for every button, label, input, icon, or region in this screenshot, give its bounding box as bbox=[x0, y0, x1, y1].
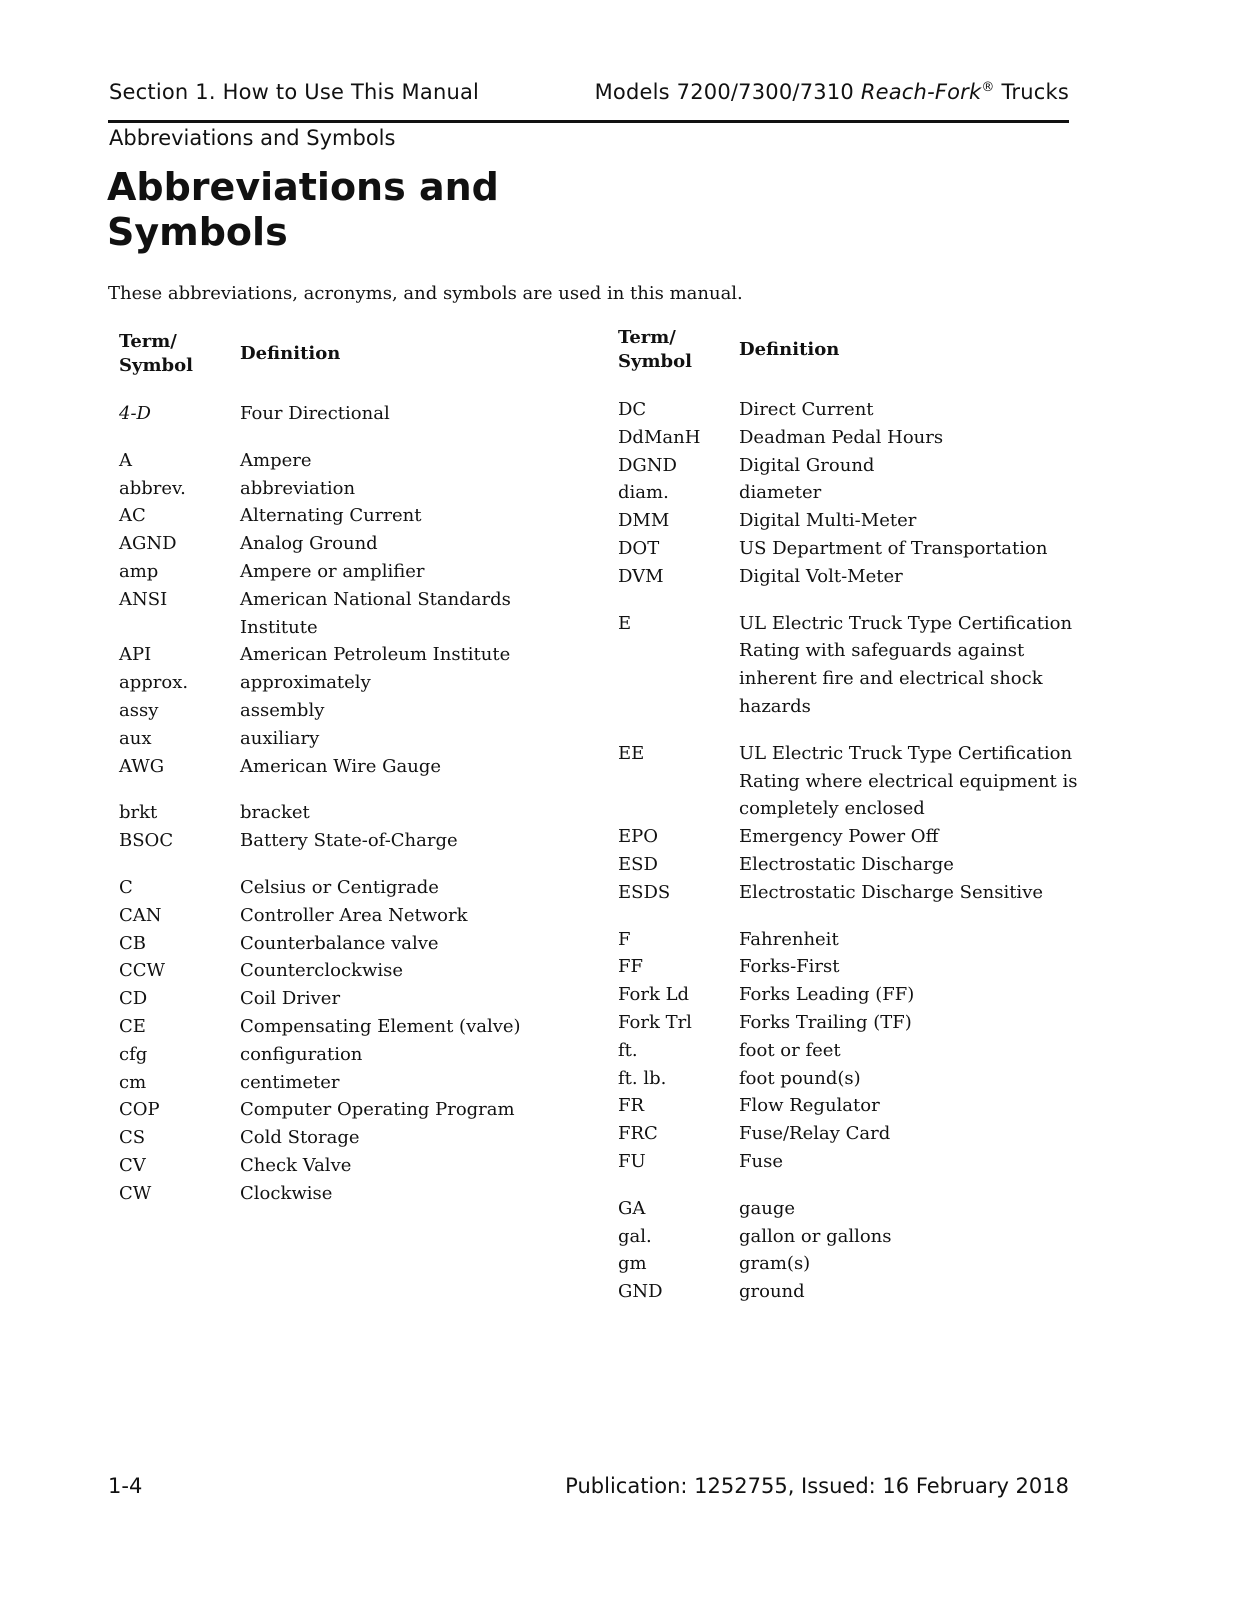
table-row bbox=[618, 424, 1088, 452]
definition-cell: assembly bbox=[240, 699, 325, 721]
term-cell: DdManH bbox=[618, 426, 701, 448]
definition-cell: gallon or gallons bbox=[739, 1225, 892, 1247]
table-row bbox=[119, 1096, 589, 1124]
term-cell: DGND bbox=[618, 454, 677, 476]
term-cell: CE bbox=[119, 1015, 146, 1037]
header-models-title bbox=[595, 80, 1069, 104]
term-cell: C bbox=[119, 876, 133, 898]
term-cell: EPO bbox=[618, 826, 659, 848]
definition-cell: diameter bbox=[739, 482, 822, 504]
term-cell: API bbox=[119, 644, 152, 666]
definition-cell: Digital Multi-Meter bbox=[739, 510, 917, 532]
table-row bbox=[119, 930, 589, 958]
table-row bbox=[618, 1278, 1088, 1306]
definition-cell: configuration bbox=[240, 1043, 363, 1065]
definition-cell: gauge bbox=[739, 1197, 796, 1219]
table-row bbox=[618, 1065, 1088, 1093]
term-cell: ft. lb. bbox=[618, 1067, 667, 1089]
definition-cell: Forks Trailing (TF) bbox=[739, 1011, 912, 1033]
term-group bbox=[119, 874, 589, 1208]
term-cell: BSOC bbox=[119, 830, 174, 852]
table-row bbox=[618, 1223, 1088, 1251]
table-row bbox=[119, 586, 589, 642]
table-body bbox=[618, 396, 1088, 1306]
table-row bbox=[618, 452, 1088, 480]
header-definition: Definition bbox=[240, 343, 341, 364]
definition-cell: American Petroleum Institute bbox=[240, 644, 511, 666]
registered-mark: ® bbox=[981, 80, 995, 95]
term-cell: DC bbox=[618, 399, 647, 420]
table-row bbox=[618, 1092, 1088, 1120]
term-cell: CW bbox=[119, 1182, 152, 1204]
definition-cell: ground bbox=[739, 1281, 805, 1303]
term-cell: AWG bbox=[119, 755, 165, 777]
term-cell: aux bbox=[119, 727, 152, 749]
table-row bbox=[618, 396, 1088, 424]
term-cell: diam. bbox=[618, 482, 669, 504]
definition-cell: Deadman Pedal Hours bbox=[739, 426, 944, 448]
term-cell: ESDS bbox=[618, 881, 671, 903]
definition-cell: Cold Storage bbox=[240, 1127, 360, 1149]
table-row bbox=[618, 1009, 1088, 1037]
term-cell: assy bbox=[119, 699, 159, 721]
header-term: Term/ Symbol bbox=[618, 327, 692, 372]
table-row bbox=[618, 740, 1088, 823]
definition-cell: Computer Operating Program bbox=[240, 1099, 515, 1121]
table-row bbox=[119, 669, 589, 697]
table-row bbox=[119, 985, 589, 1013]
term-cell: FR bbox=[618, 1095, 645, 1117]
term-cell: ft. bbox=[618, 1039, 638, 1061]
publication-info: Publication: 1252755, Issued: 16 February 2018 bbox=[565, 1474, 1069, 1498]
term-group bbox=[618, 610, 1088, 721]
term-cell: COP bbox=[119, 1099, 160, 1121]
term-cell: CCW bbox=[119, 960, 166, 982]
definition-cell: Four Directional bbox=[240, 403, 390, 424]
definition-cell: UL Electric Truck Type Certification Rating with safeguards against inherent fire and electrical shock hazards bbox=[739, 612, 1073, 717]
definition-cell: auxiliary bbox=[240, 727, 320, 749]
table-row bbox=[618, 926, 1088, 954]
term-cell: FRC bbox=[618, 1123, 658, 1145]
table-row bbox=[618, 953, 1088, 981]
term-cell: ESD bbox=[618, 853, 658, 875]
term-cell: AC bbox=[119, 505, 146, 527]
header-models-prefix: Models 7200/7300/7310 bbox=[594, 80, 861, 104]
table-row bbox=[119, 447, 589, 475]
term-cell: EE bbox=[618, 742, 645, 764]
table-row bbox=[119, 1124, 589, 1152]
term-cell: E bbox=[618, 612, 632, 634]
term-cell: 4-D bbox=[119, 403, 151, 424]
definition-cell: Emergency Power Off bbox=[739, 826, 939, 848]
definition-cell: Fahrenheit bbox=[739, 928, 839, 950]
definition-cell: Ampere or amplifier bbox=[240, 560, 425, 582]
table-row bbox=[119, 1152, 589, 1180]
intro-text: These abbreviations, acronyms, and symbols are used in this manual. bbox=[108, 283, 743, 304]
table-row bbox=[119, 502, 589, 530]
table-row bbox=[119, 753, 589, 781]
term-group bbox=[119, 799, 589, 855]
table-row bbox=[618, 1037, 1088, 1065]
definition-cell: Direct Current bbox=[739, 399, 874, 420]
definition-cell: Forks Leading (FF) bbox=[739, 984, 915, 1006]
definition-cell: Digital Volt-Meter bbox=[739, 565, 903, 587]
definition-cell: bracket bbox=[240, 802, 310, 824]
term-cell: cfg bbox=[119, 1043, 148, 1065]
table-row bbox=[119, 400, 589, 428]
page-title: Abbreviations and Symbols bbox=[107, 165, 499, 254]
definition-cell: Alternating Current bbox=[240, 505, 422, 527]
header-rule bbox=[108, 120, 1069, 123]
header-models-brand: Reach-Fork bbox=[860, 80, 982, 104]
term-cell: DMM bbox=[618, 510, 670, 532]
definition-cell: abbreviation bbox=[240, 477, 356, 499]
table-row bbox=[119, 874, 589, 902]
definition-cell: Flow Regulator bbox=[739, 1095, 880, 1117]
definition-cell: foot or feet bbox=[739, 1039, 841, 1061]
definition-cell: Electrostatic Discharge Sensitive bbox=[739, 881, 1044, 903]
table-row bbox=[119, 475, 589, 503]
term-cell: amp bbox=[119, 560, 159, 582]
definition-cell: Fuse/Relay Card bbox=[739, 1123, 891, 1145]
table-row bbox=[618, 1250, 1088, 1278]
page-number: 1-4 bbox=[108, 1474, 143, 1498]
table-row bbox=[618, 563, 1088, 591]
term-group bbox=[618, 740, 1088, 907]
definition-cell: UL Electric Truck Type Certification Rating where electrical equipment is completely enclosed bbox=[739, 742, 1078, 820]
table-row bbox=[618, 879, 1088, 907]
definition-cell: Compensating Element (valve) bbox=[240, 1015, 521, 1037]
term-group bbox=[618, 1195, 1088, 1306]
term-cell: brkt bbox=[119, 802, 158, 824]
definition-cell: Electrostatic Discharge bbox=[739, 853, 954, 875]
header-definition: Definition bbox=[739, 339, 840, 360]
table-row bbox=[618, 851, 1088, 879]
header-term: Term/ Symbol bbox=[119, 331, 193, 376]
table-header bbox=[119, 330, 589, 380]
term-cell: GA bbox=[618, 1197, 646, 1219]
table-row bbox=[119, 1180, 589, 1208]
table-row bbox=[618, 981, 1088, 1009]
term-cell: DVM bbox=[618, 565, 664, 587]
table-row bbox=[618, 1120, 1088, 1148]
definition-cell: Forks-First bbox=[739, 956, 840, 978]
table-row bbox=[119, 957, 589, 985]
definition-cell: American National Standards Institute bbox=[240, 588, 511, 638]
term-cell: FU bbox=[618, 1150, 646, 1172]
subsection-label: Abbreviations and Symbols bbox=[109, 126, 396, 150]
definition-cell: Celsius or Centigrade bbox=[240, 876, 439, 898]
term-cell: cm bbox=[119, 1071, 147, 1093]
term-cell: gm bbox=[618, 1253, 647, 1275]
definition-cell: American Wire Gauge bbox=[240, 755, 442, 777]
term-cell: approx. bbox=[119, 672, 189, 694]
term-cell: CAN bbox=[119, 904, 162, 926]
table-row bbox=[618, 535, 1088, 563]
term-group bbox=[119, 447, 589, 781]
table-header bbox=[618, 326, 1088, 376]
table-row bbox=[119, 1069, 589, 1097]
term-cell: CB bbox=[119, 932, 146, 954]
table-body bbox=[119, 400, 589, 1208]
table-row bbox=[119, 725, 589, 753]
term-group bbox=[119, 400, 589, 428]
header-models-suffix: Trucks bbox=[994, 80, 1069, 104]
table-row bbox=[618, 507, 1088, 535]
definition-cell: Digital Ground bbox=[739, 454, 875, 476]
table-row bbox=[119, 641, 589, 669]
definition-cell: US Department of Transportation bbox=[739, 537, 1048, 559]
term-cell: Fork Ld bbox=[618, 984, 690, 1006]
table-row bbox=[119, 827, 589, 855]
abbrev-table-left bbox=[119, 330, 589, 1208]
table-row bbox=[618, 823, 1088, 851]
definition-cell: Clockwise bbox=[240, 1182, 333, 1204]
term-group bbox=[618, 396, 1088, 591]
term-cell: A bbox=[119, 449, 132, 471]
term-cell: F bbox=[618, 928, 631, 950]
definition-cell: approximately bbox=[240, 672, 371, 694]
term-cell: abbrev. bbox=[119, 477, 186, 499]
definition-cell: Ampere bbox=[240, 449, 312, 471]
definition-cell: Coil Driver bbox=[240, 988, 341, 1010]
term-cell: AGND bbox=[119, 533, 177, 555]
table-row bbox=[119, 530, 589, 558]
table-row bbox=[618, 479, 1088, 507]
header-section-title: Section 1. How to Use This Manual bbox=[109, 80, 480, 104]
table-row bbox=[119, 558, 589, 586]
definition-cell: foot pound(s) bbox=[739, 1067, 861, 1089]
table-row bbox=[119, 1041, 589, 1069]
table-row bbox=[618, 610, 1088, 721]
table-row bbox=[618, 1195, 1088, 1223]
term-cell: DOT bbox=[618, 537, 660, 559]
term-cell: ANSI bbox=[119, 588, 168, 610]
definition-cell: gram(s) bbox=[739, 1253, 811, 1275]
table-row bbox=[119, 697, 589, 725]
definition-cell: centimeter bbox=[240, 1071, 340, 1093]
table-row bbox=[119, 799, 589, 827]
term-cell: CV bbox=[119, 1154, 146, 1176]
definition-cell: Analog Ground bbox=[240, 533, 378, 555]
term-cell: gal. bbox=[618, 1225, 652, 1247]
definition-cell: Check Valve bbox=[240, 1154, 352, 1176]
definition-cell: Counterclockwise bbox=[240, 960, 404, 982]
definition-cell: Controller Area Network bbox=[240, 904, 468, 926]
term-group bbox=[618, 926, 1088, 1176]
term-cell: CD bbox=[119, 988, 148, 1010]
abbrev-table-right bbox=[618, 326, 1088, 1306]
table-row bbox=[119, 902, 589, 930]
term-cell: FF bbox=[618, 956, 643, 978]
term-cell: CS bbox=[119, 1127, 146, 1149]
table-row bbox=[618, 1148, 1088, 1176]
term-cell: Fork Trl bbox=[618, 1011, 692, 1033]
definition-cell: Battery State-of-Charge bbox=[240, 830, 458, 852]
term-cell: GND bbox=[618, 1281, 663, 1303]
table-row bbox=[119, 1013, 589, 1041]
definition-cell: Counterbalance valve bbox=[240, 932, 439, 954]
definition-cell: Fuse bbox=[739, 1150, 783, 1172]
